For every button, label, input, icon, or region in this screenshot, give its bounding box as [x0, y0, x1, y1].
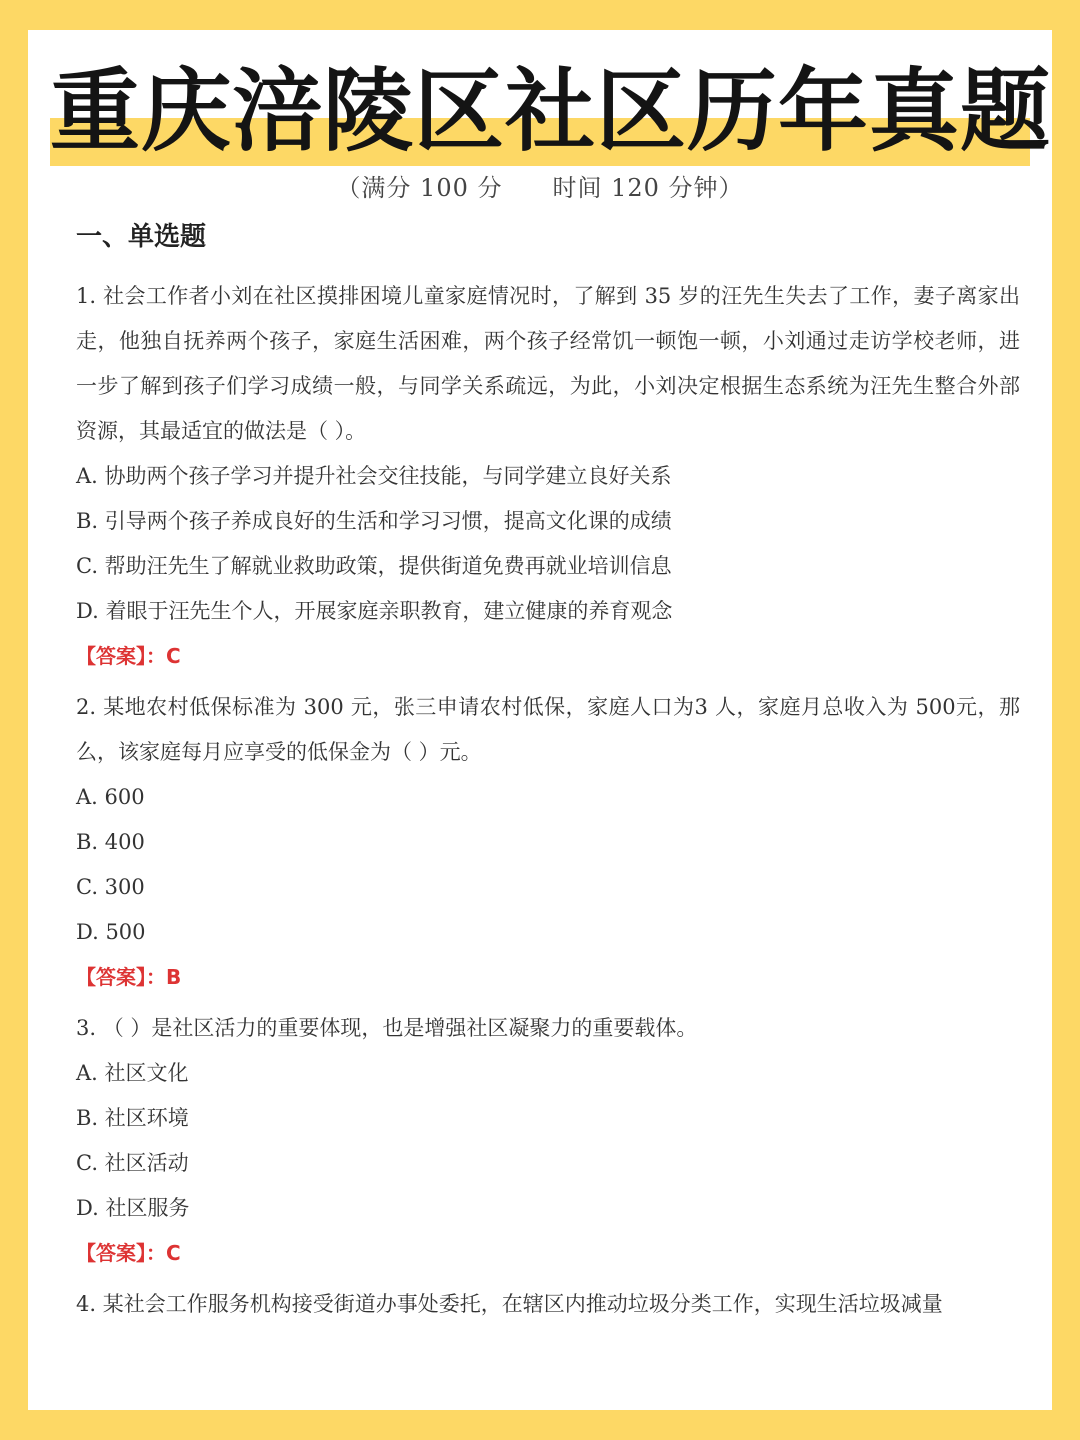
option-b: B. 社区环境: [76, 1106, 189, 1130]
answer-value: C: [166, 1241, 181, 1265]
answer-value: B: [166, 965, 182, 989]
option-d: D. 500: [76, 920, 146, 944]
exam-meta: （满分 100 分 时间 120 分钟）: [336, 174, 744, 202]
answer-label: 【答案】：: [76, 965, 166, 989]
answer-line: [76, 634, 1020, 679]
question-stem: 1. 社会工作者小刘在社区摸排困境儿童家庭情况时，了解到 35 岁的汪先生失去了工作，妻子离家出走，他独自抚养两个孩子，家庭生活困难，两个孩子经常饥一顿饱一顿，小刘通过走访学校老师，进一步了解到孩子们学习成绩一般，与同学关系疏远，为此，小刘决定根据生态系统为汪先生整合外部资源，其最适宜的做法是（ ）。: [76, 284, 1020, 443]
page-title: 重庆涪陵区社区历年真题: [50, 59, 1051, 164]
question-4: [76, 1282, 1020, 1327]
option-c: C. 300: [76, 875, 145, 899]
option-c: C. 社区活动: [76, 1151, 189, 1175]
answer-line: [76, 1231, 1020, 1276]
option-b: B. 400: [76, 830, 145, 854]
option-b: B. 引导两个孩子养成良好的生活和学习习惯，提高文化课的成绩: [76, 509, 672, 533]
question-stem: 3. （ ）是社区活力的重要体现，也是增强社区凝聚力的重要载体。: [76, 1016, 698, 1040]
option-a: A. 协助两个孩子学习并提升社会交往技能，与同学建立良好关系: [76, 464, 672, 488]
answer-label: 【答案】：: [76, 644, 166, 668]
option-d: D. 着眼于汪先生个人，开展家庭亲职教育，建立健康的养育观念: [76, 599, 673, 623]
question-stem: 2. 某地农村低保标准为 300 元，张三申请农村低保，家庭人口为3 人，家庭月总收入为 500元，那么，该家庭每月应享受的低保金为（ ）元。: [76, 695, 1020, 764]
question-stem: 4. 某社会工作服务机构接受街道办事处委托，在辖区内推动垃圾分类工作，实现生活垃圾减量: [76, 1292, 943, 1316]
option-a: A. 600: [76, 785, 145, 809]
question-1: [76, 274, 1020, 679]
question-list: [76, 274, 1020, 1327]
answer-line: [76, 955, 1020, 1000]
option-d: D. 社区服务: [76, 1196, 190, 1220]
section-title: 一、单选题: [76, 222, 207, 252]
title-block: [50, 54, 1051, 174]
answer-value: C: [166, 644, 181, 668]
option-c: C. 帮助汪先生了解就业救助政策，提供街道免费再就业培训信息: [76, 554, 672, 578]
answer-label: 【答案】：: [76, 1241, 166, 1265]
option-a: A. 社区文化: [76, 1061, 189, 1085]
question-3: [76, 1006, 1020, 1276]
question-2: [76, 685, 1020, 1000]
exam-paper: [28, 30, 1052, 1410]
